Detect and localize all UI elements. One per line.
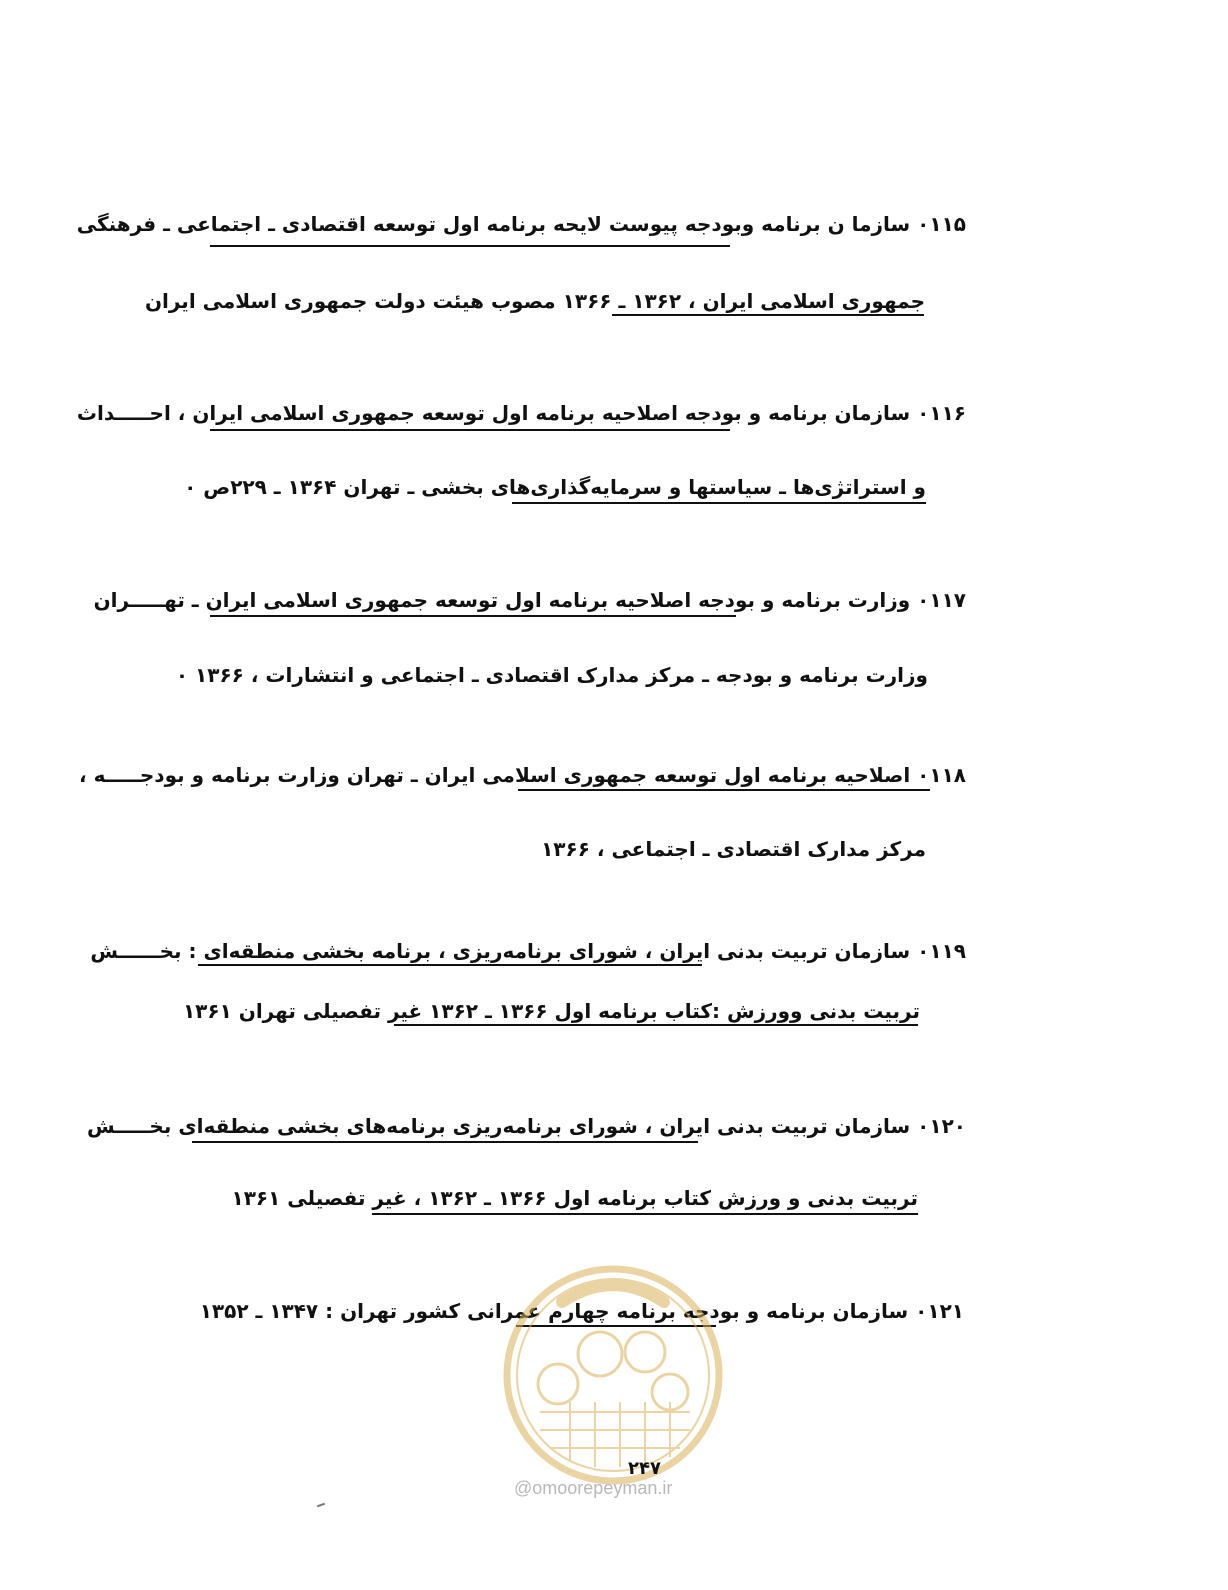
underline xyxy=(210,245,730,247)
scan-speck xyxy=(317,1503,325,1508)
underline xyxy=(518,789,930,791)
underline xyxy=(394,1024,918,1026)
underline xyxy=(372,1213,918,1215)
underline xyxy=(210,615,736,617)
entry-0117-line-1: ۰۱۱۷ وزارت برنامه و بودجه اصلاحیه برنامه اول توسعه جمهوری اسلامی ایران ـ تهـــــران xyxy=(93,588,966,612)
entry-0115-line-2: جمهوری اسلامی ایران ، ۱۳۶۲ ـ ۱۳۶۶ مصوب هیئت دولت جمهوری اسلامی ایران xyxy=(144,289,925,313)
entry-0119-line-2: تربیت بدنی وورزش :کتاب برنامه اول ۱۳۶۶ ـ ۱۳۶۲ غیر تفصیلی تهران ۱۳۶۱ xyxy=(182,999,920,1023)
entry-0120-line-2: تربیت بدنی و ورزش کتاب برنامه اول ۱۳۶۶ ـ ۱۳۶۲ ، غیر تفصیلی ۱۳۶۱ xyxy=(231,1186,918,1210)
entry-0120-line-1: ۰۱۲۰ سازمان تربیت بدنی ایران ، شورای برنامه‌ریزی برنامه‌های بخشی منطقه‌ای بخـــــش xyxy=(86,1114,966,1138)
entry-0117-line-2: وزارت برنامه و بودجه ـ مرکز مدارک اقتصادی ـ اجتماعی و انتشارات ، ۱۳۶۶ ۰ xyxy=(175,663,928,687)
entry-0115-line-1: ۰۱۱۵ سازما ن برنامه وبودجه پیوست لایحه برنامه اول توسعه اقتصادی ـ اجتماعی ـ فرهنگی xyxy=(76,212,966,236)
entry-0119-line-1: ۰۱۱۹ سازمان تربیت بدنی ایران ، شورای برنامه‌ریزی ، برنامه بخشی منطقه‌ای : بخــــــش xyxy=(90,939,966,963)
watermark-site-label: @omoorepeyman.ir xyxy=(514,1478,673,1498)
underline xyxy=(198,964,702,966)
underline xyxy=(210,429,730,431)
underline xyxy=(512,502,926,504)
entry-0118-line-1: ۰۱۱۸ اصلاحیه برنامه اول توسعه جمهوری اسلامی ایران ـ تهران وزارت برنامه و بودجـــــه ، xyxy=(79,763,966,787)
entry-0118-line-2: مرکز مدارک اقتصادی ـ اجتماعی ، ۱۳۶۶ xyxy=(541,837,926,861)
entry-0116-line-2: و استراتژی‌ها ـ سیاستها و سرمایه‌گذاری‌های بخشی ـ تهران ۱۳۶۴ ـ ۲۲۹ص ۰ xyxy=(184,475,926,499)
entry-0121-line-1: ۰۱۲۱ سازمان برنامه و بودجه برنامه چهارم عمرانی کشور تهران : ۱۳۴۷ ـ ۱۳۵۲ xyxy=(199,1299,964,1323)
watermark-seal xyxy=(500,1262,726,1488)
underline xyxy=(192,1141,698,1143)
underline xyxy=(612,314,924,316)
entry-0116-line-1: ۰۱۱۶ سازمان برنامه و بودجه اصلاحیه برنامه اول توسعه جمهوری اسلامی ایران ، احـــــداث xyxy=(76,401,966,425)
page-number: ۲۴۷ xyxy=(628,1458,661,1479)
